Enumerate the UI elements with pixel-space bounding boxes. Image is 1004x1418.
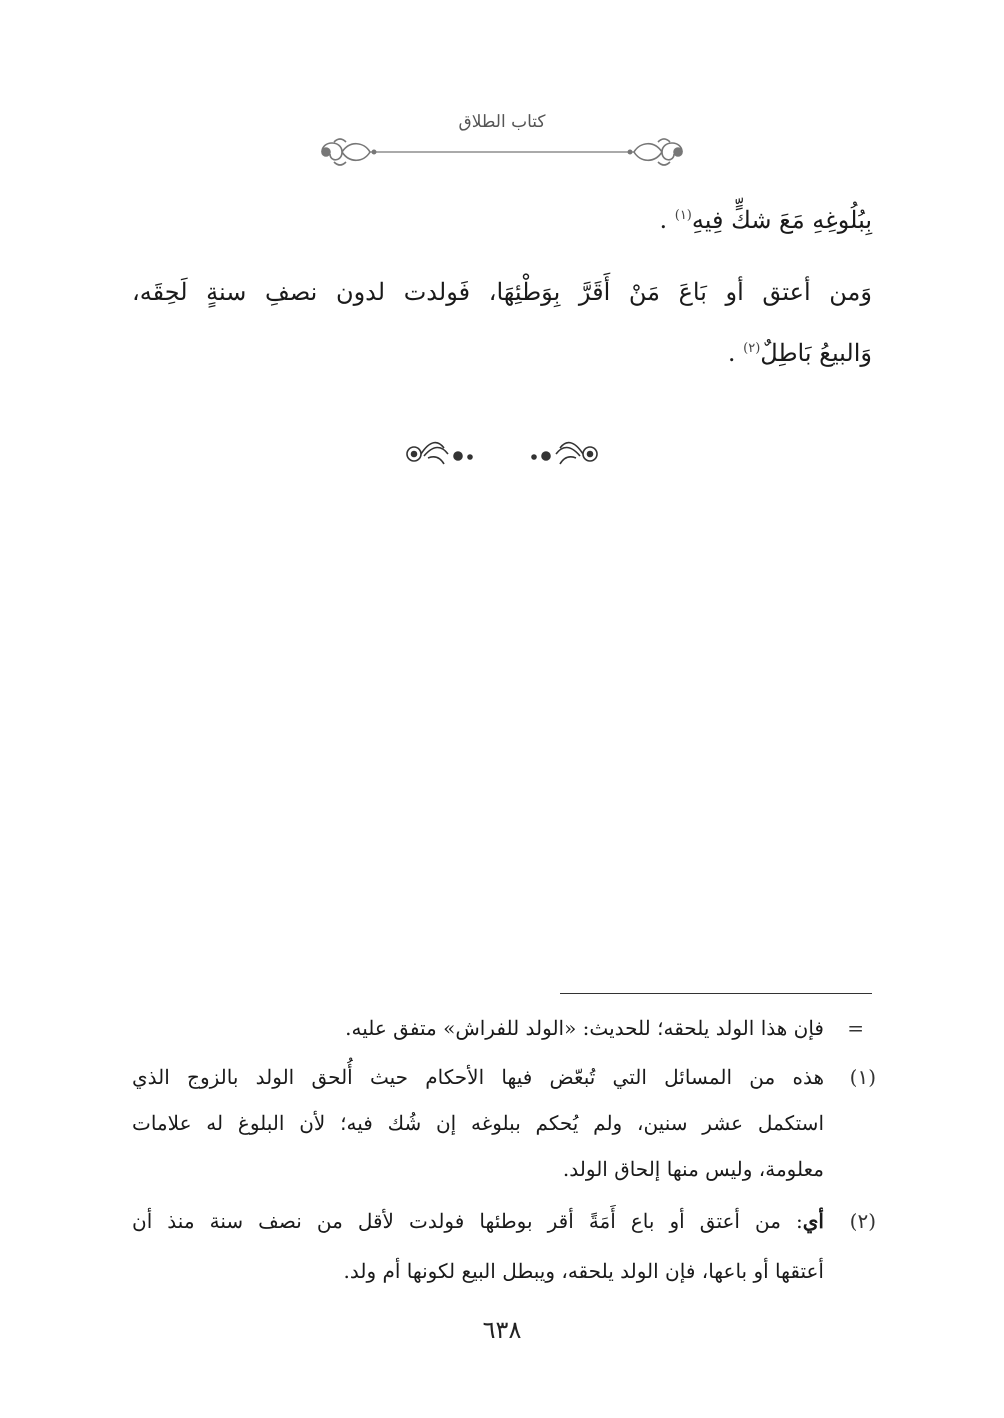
text-line-1-body: بِبُلُوغِهِ مَعَ شكٍّ فِيهِ: [691, 206, 872, 234]
footnote-1-text-3: معلومة، وليس منها إلحاق الولد.: [562, 1157, 824, 1181]
footnote-ref-2[interactable]: (٢): [743, 341, 761, 356]
header-ornament: [312, 132, 692, 172]
page-number: ٦٣٨: [482, 1316, 522, 1344]
continuation-text: فإن هذا الولد يلحقه؛ للحديث: «الولد للفراش» متفق عليه.: [345, 1016, 824, 1040]
footnote-continuation: [132, 1013, 872, 1043]
footnote-2-text-1: [132, 1206, 824, 1236]
footnote-1-line-3: [132, 1154, 872, 1184]
footnote-1-text-2: استكمل عشر سنين، ولم يُحكم ببلوغه إن شُك فيه؛ لأن البلوغ له علامات: [132, 1111, 824, 1135]
footnote-2-line-2: [132, 1256, 872, 1286]
footnote-ref-1[interactable]: (١): [674, 208, 692, 223]
text-line-3: [132, 333, 872, 369]
footnote-1-marker: (١): [849, 1065, 876, 1089]
continuation-marker: =: [847, 1016, 864, 1040]
text-line-3-body: وَالبيعُ بَاطِلٌ: [760, 339, 872, 367]
footnote-2-lead: أي: [802, 1209, 824, 1233]
footnote-2-text-1-rest: : من أعتق أو باع أَمَةً أقر بوطئها فولدت لأقل من نصف سنة منذ أن: [132, 1209, 803, 1233]
footnote-2-marker: (٢): [849, 1209, 876, 1233]
text-line-2: وَمن أعتق أو بَاعَ مَنْ أَقَرَّ بِوَطْئِهَا، فَولدت لدون نصفِ سنةٍ لَحِقَه،: [132, 278, 872, 306]
footnote-2-text-2: أعتقها أو باعها، فإن الولد يلحقه، ويبطل البيع لكونها أم ولد.: [343, 1259, 824, 1283]
footnote-1-line-2: [132, 1108, 872, 1138]
text-line-3-end: .: [727, 339, 744, 367]
running-head: كتاب الطلاق: [458, 112, 546, 132]
footnote-1-line-1: [132, 1062, 876, 1092]
text-line-1-end: .: [659, 206, 675, 234]
text-line-1: [132, 200, 872, 236]
footnote-2-line-1: [132, 1206, 876, 1236]
section-end-ornament: [400, 432, 604, 476]
footnote-separator: [560, 993, 872, 994]
footnote-1-text-1: هذه من المسائل التي تُبعّض فيها الأحكام حيث أُلحق الولد بالزوج الذي: [132, 1065, 824, 1089]
